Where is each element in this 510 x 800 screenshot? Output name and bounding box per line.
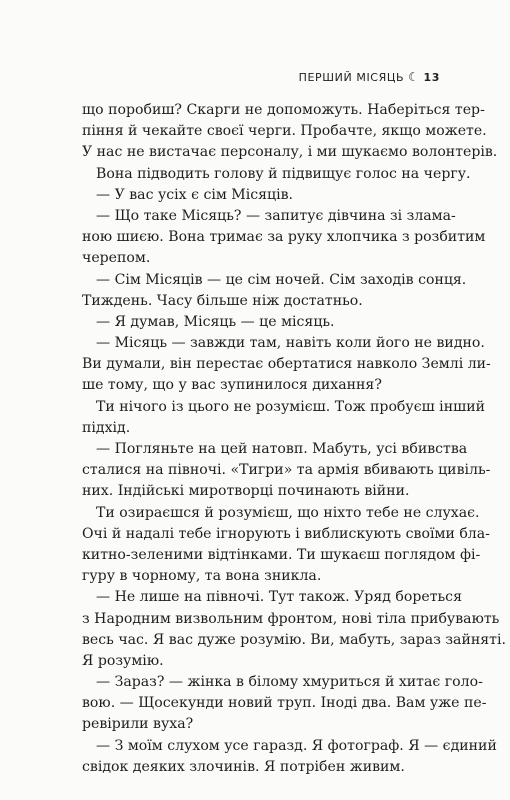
text-line: що поробиш? Скарги не допоможуть. Наберіться тер- — [82, 102, 485, 118]
text-line: з Народним визвольним фронтом, нові тіла прибувають — [82, 610, 500, 627]
text-line: Я розумію. — [82, 652, 164, 669]
text-line: свідок деяких злочинів. Я потрібен живим. — [82, 758, 405, 775]
text-line: — З моїм слухом усе гаразд. Я фотограф. Я — єдиний — [96, 737, 497, 754]
text-line: — Я думав, Місяць — це місяць. — [96, 313, 335, 330]
page-number: 13 — [423, 70, 440, 84]
text-line: піння й чекайте своєї черги. Пробачте, якщо можете. — [82, 123, 487, 140]
text-line: — Сім Місяців — це сім ночей. Сім заходів сонця. — [96, 271, 467, 288]
text-line: — Не лише на півночі. Тут також. Уряд бореться — [96, 589, 462, 606]
text-line: ною шиєю. Вона тримає за руку хлопчика з розбитим — [82, 229, 486, 246]
text-line: — Погляньте на цей натовп. Мабуть, усі вбивства — [96, 441, 468, 457]
text-line: Вона підводить голову й підвищує голос на чергу. — [96, 165, 471, 182]
text-line: Тиждень. Часу більше ніж достатньо. — [82, 292, 363, 309]
chapter-title: ПЕРШИЙ МІСЯЦЬ — [298, 70, 405, 84]
text-line: Ви думали, він перестає обертатися навколо Землі ли- — [82, 356, 491, 373]
text-line: підхід. — [82, 419, 131, 436]
text-line: — Що таке Місяць? — запитує дівчина зі злама- — [96, 207, 456, 224]
text-line: весь час. Я вас дуже розумію. Ви, мабуть, зараз зайняті. — [82, 631, 506, 648]
text-line: — Зараз? — жінка в білому хмуриться й хитає голо- — [96, 674, 483, 691]
crescent-moon-icon: ☾ — [408, 70, 420, 84]
text-line: вою. — Щосекунди новий труп. Іноді два. Вам уже пе- — [82, 695, 487, 712]
body-text — [82, 100, 506, 778]
text-line: — У вас усіх є сім Місяців. — [96, 186, 293, 203]
text-line: ревірили вуха? — [82, 716, 194, 733]
text-line: сталися на півночі. «Тигри» та армія вбивають цивіль- — [82, 462, 491, 479]
text-line: — Місяць — завжди там, навіть коли його не видно. — [96, 335, 485, 352]
text-line: гуру в чорному, та вона зникла. — [82, 568, 322, 585]
text-line: Ти озираєшся й розумієш, що ніхто тебе не слухає. — [96, 504, 480, 521]
text-line: черепом. — [82, 250, 151, 267]
text-line: У нас не вистачає персоналу, і ми шукаємо волонтерів. — [82, 144, 498, 161]
text-line: Ти нічого із цього не розумієш. Тож пробуєш інший — [96, 398, 485, 415]
text-line: них. Індійські миротворці починають війни. — [82, 483, 410, 500]
text-line: Очі й надалі тебе ігнорують і виблискують своїми бла- — [82, 525, 490, 542]
text-line: китно-зеленими відтінками. Ти шукаєш поглядом фі- — [82, 546, 481, 563]
running-header — [299, 70, 440, 84]
text-line: ше тому, що у вас зупинилося дихання? — [82, 377, 382, 394]
